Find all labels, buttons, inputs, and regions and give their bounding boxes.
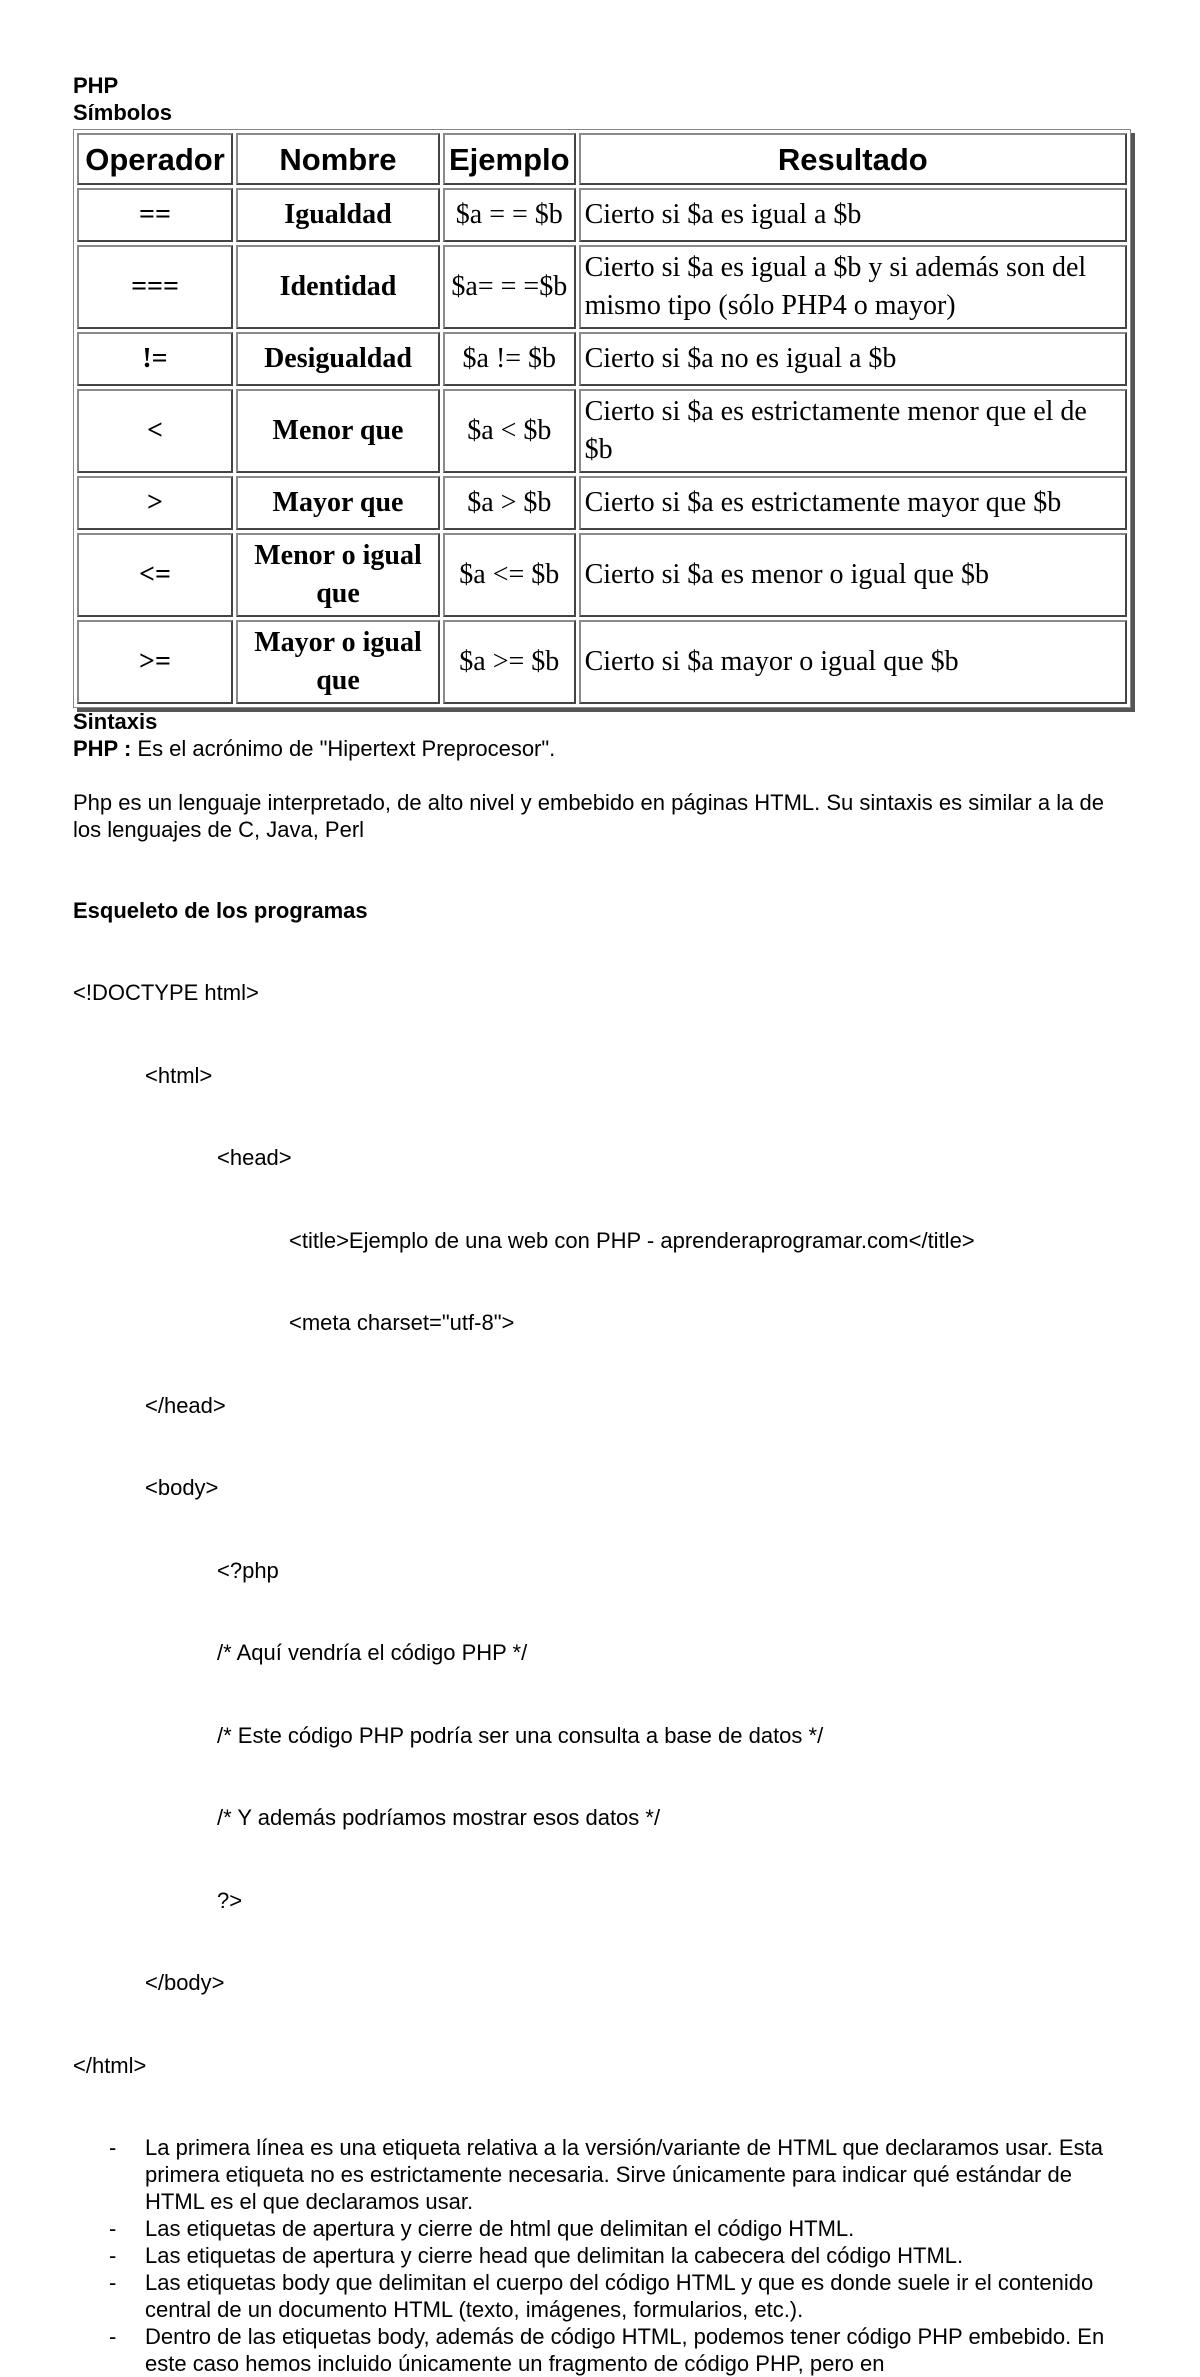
example-cell: $a >= $b	[443, 620, 576, 704]
operator-cell: <=	[77, 533, 233, 617]
table-row	[77, 476, 1127, 530]
name-cell: Identidad	[236, 245, 440, 329]
list-item	[73, 2215, 1133, 2242]
code-line: <!DOCTYPE html>	[73, 980, 259, 1005]
example-cell: $a != $b	[443, 332, 576, 386]
sintaxis-paragraph: Php es un lenguaje interpretado, de alto nivel y embebido en páginas HTML. Su sintaxis es similar a la de los lenguajes de C, Java, Perl	[73, 790, 1104, 842]
code-line: </head>	[145, 1392, 226, 1418]
php-definition-text: Es el acrónimo de "Hipertext Preprocesor".	[131, 736, 556, 761]
header-resultado: Resultado	[579, 133, 1127, 185]
code-block	[73, 924, 1133, 2134]
code-line: <body>	[145, 1475, 219, 1500]
table-row	[77, 620, 1127, 704]
example-cell: $a = = $b	[443, 188, 576, 242]
result-cell: Cierto si $a no es igual a $b	[579, 332, 1127, 386]
name-cell: Menor o igual que	[236, 533, 440, 617]
bullet-dash: -	[109, 2216, 117, 2241]
bullet-dash: -	[109, 2135, 117, 2160]
sintaxis-heading: Sintaxis	[73, 709, 158, 734]
php-label: PHP :	[73, 736, 132, 761]
explanation-list	[73, 2134, 1133, 2377]
operator-cell: ==	[77, 188, 233, 242]
code-line: <head>	[217, 1145, 292, 1170]
result-cell: Cierto si $a es estrictamente mayor que $b	[579, 476, 1127, 530]
operators-table-wrapper	[73, 129, 1133, 708]
esqueleto-heading: Esqueleto de los programas	[73, 898, 368, 923]
sintaxis-section	[73, 708, 1133, 897]
table-row	[77, 188, 1127, 242]
result-cell: Cierto si $a es estrictamente menor que el de $b	[579, 389, 1127, 473]
name-cell: Menor que	[236, 389, 440, 473]
result-cell: Cierto si $a mayor o igual que $b	[579, 620, 1127, 704]
table-row	[77, 389, 1127, 473]
code-line: /* Este código PHP podría ser una consulta a base de datos */	[217, 1722, 824, 1748]
table-row	[77, 533, 1127, 617]
table-row	[77, 332, 1127, 386]
operator-cell: !=	[77, 332, 233, 386]
bullet-dash: -	[109, 2270, 117, 2295]
result-cell: Cierto si $a es igual a $b y si además son del mismo tipo (sólo PHP4 o mayor)	[579, 245, 1127, 329]
code-line: <?php	[217, 1557, 279, 1583]
document-page	[73, 72, 1133, 2377]
table-header-row	[77, 133, 1127, 185]
header-operador: Operador	[77, 133, 233, 185]
list-item	[73, 2323, 1133, 2377]
code-line: /* Aquí vendría el código PHP */	[217, 1640, 528, 1665]
list-item-text: Las etiquetas de apertura y cierre head que delimitan la cabecera del código HTML.	[145, 2243, 964, 2268]
name-cell: Desigualdad	[236, 332, 440, 386]
operator-cell: >=	[77, 620, 233, 704]
name-cell: Mayor o igual que	[236, 620, 440, 704]
code-line: <title>Ejemplo de una web con PHP - aprenderaprogramar.com</title>	[289, 1227, 975, 1253]
result-cell: Cierto si $a es igual a $b	[579, 188, 1127, 242]
bullet-dash: -	[109, 2324, 117, 2349]
code-line: <html>	[145, 1062, 213, 1088]
esqueleto-section	[73, 897, 1133, 2377]
operator-cell: >	[77, 476, 233, 530]
list-item-text: La primera línea es una etiqueta relativa a la versión/variante de HTML que declaramos usar. Esta primera etiqueta no es estrictamente necesaria. Sirve únicamente para indicar qué estándar de HTML es el que declaramos usar.	[145, 2135, 1103, 2214]
list-item	[73, 2242, 1133, 2269]
code-line: <meta charset="utf-8">	[289, 1310, 515, 1335]
header-nombre: Nombre	[236, 133, 440, 185]
code-line: </html>	[73, 2052, 147, 2078]
code-line: ?>	[217, 1887, 243, 1913]
example-cell: $a < $b	[443, 389, 576, 473]
table-row	[77, 245, 1127, 329]
php-definition	[73, 735, 1133, 762]
operator-cell: ===	[77, 245, 233, 329]
list-item-text: Dentro de las etiquetas body, además de código HTML, podemos tener código PHP embebido. En este caso hemos incluido únicamente un fragmento de código PHP, pero en	[145, 2324, 1105, 2376]
operator-cell: <	[77, 389, 233, 473]
symbols-heading: Símbolos	[73, 100, 173, 125]
name-cell: Igualdad	[236, 188, 440, 242]
doc-title: PHP	[73, 73, 119, 98]
example-cell: $a= = =$b	[443, 245, 576, 329]
list-item-text: Las etiquetas body que delimitan el cuerpo del código HTML y que es donde suele ir el contenido central de un documento HTML (texto, imágenes, formularios, etc.).	[145, 2270, 1094, 2322]
result-cell: Cierto si $a es menor o igual que $b	[579, 533, 1127, 617]
example-cell: $a <= $b	[443, 533, 576, 617]
operators-table	[73, 129, 1131, 708]
list-item	[73, 2269, 1133, 2323]
header-ejemplo: Ejemplo	[443, 133, 576, 185]
code-line: /* Y además podríamos mostrar esos datos */	[217, 1805, 661, 1830]
name-cell: Mayor que	[236, 476, 440, 530]
code-line: </body>	[145, 1970, 225, 1995]
example-cell: $a > $b	[443, 476, 576, 530]
bullet-dash: -	[109, 2243, 117, 2268]
list-item	[73, 2134, 1133, 2215]
list-item-text: Las etiquetas de apertura y cierre de html que delimitan el código HTML.	[145, 2216, 855, 2241]
